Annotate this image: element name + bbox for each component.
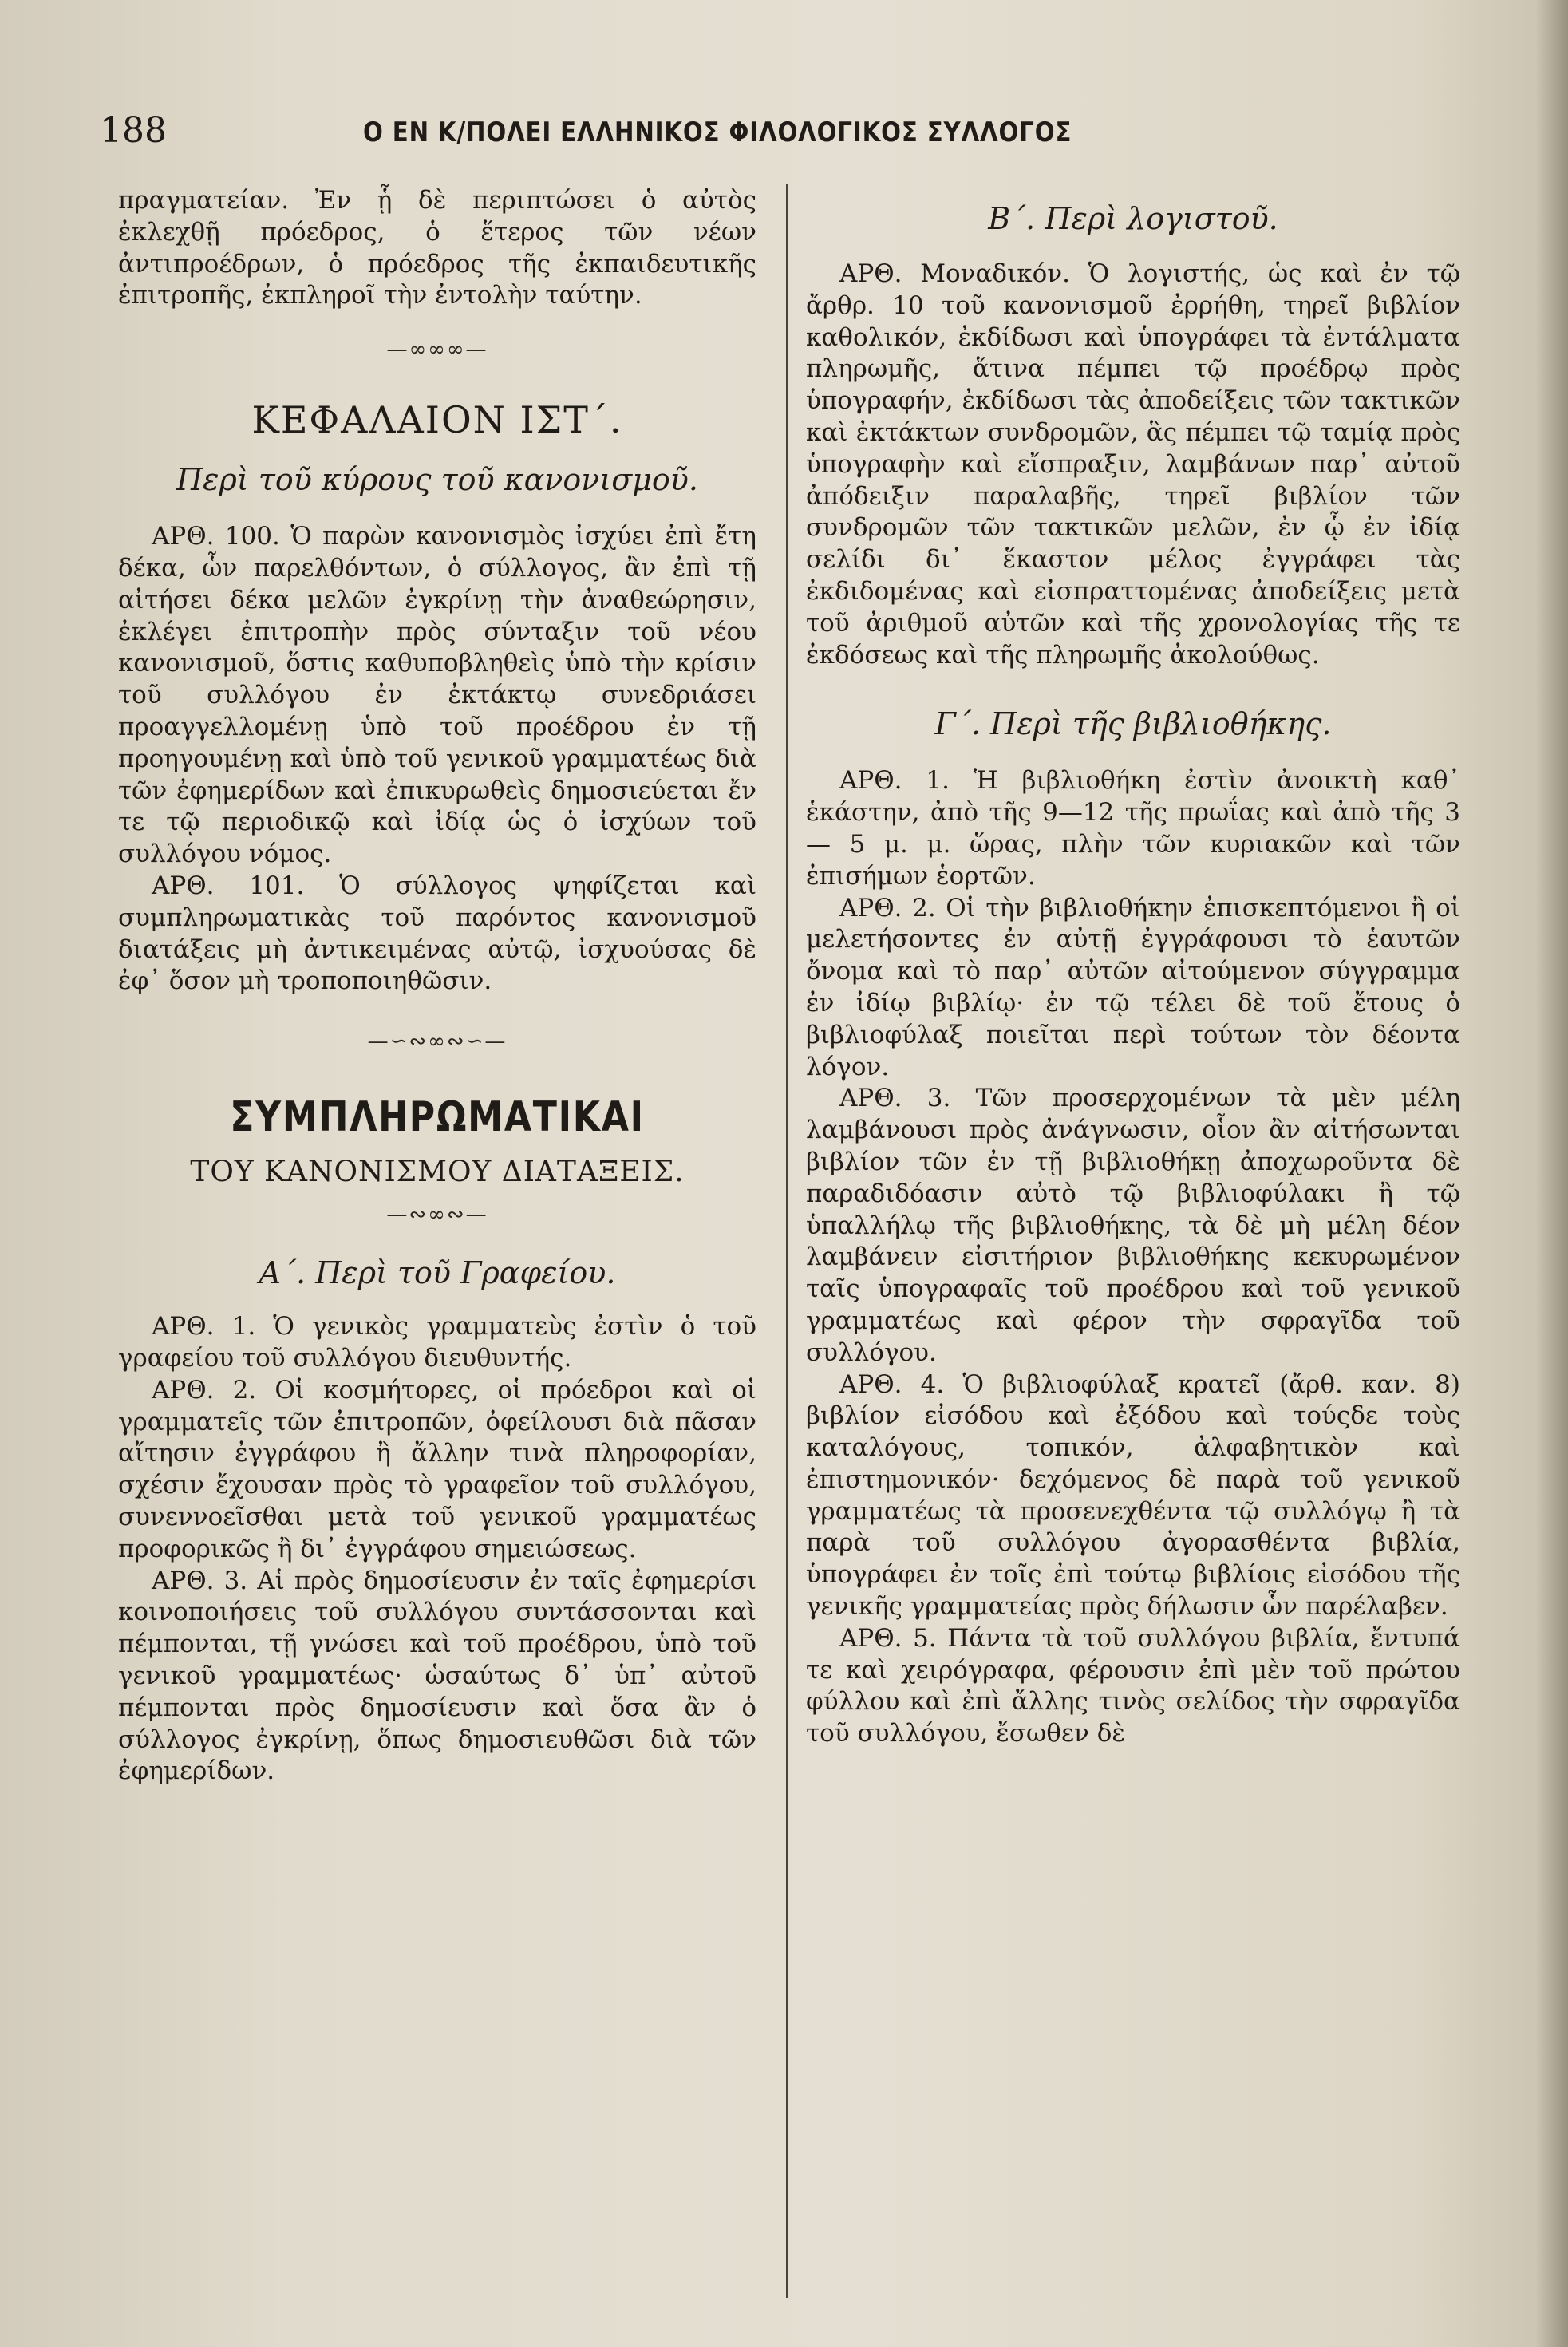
running-title: Ο ΕΝ Κ/ΠΟΛΕΙ ΕΛΛΗΝΙΚΟΣ ΦΙΛΟΛΟΓΙΚΟΣ ΣΥΛΛΟΓΟΣ (363, 117, 1072, 148)
supplement-title: ΣΥΜΠΛΗΡΩΜΑΤΙΚΑΙ (230, 1093, 645, 1142)
section-a-article-3: ΑΡΘ. 3. Αἱ πρὸς δημοσίευσιν ἐν ταῖς ἐφημερίσι κοινοποιήσεις τοῦ συλλόγου συντάσσονται καὶ πέμπονται, τῇ γνώσει καὶ τοῦ προέδρου, ὑπὸ τοῦ γενικοῦ γραμματέως· ὡσαύτως δ᾽ ὑπ᾽ αὐτοῦ πέμπονται πρὸς δημοσίευσιν καὶ ὅσα ἂν ὁ σύλλογος ἐγκρίνῃ, ὅπως δημοσιευθῶσι διὰ τῶν ἐφημερίδων. (118, 1566, 756, 1786)
supplement-subtitle: ΤΟΥ ΚΑΝΟΝΙΣΜΟΥ ΔΙΑΤΑΞΕΙΣ. (190, 1156, 685, 1189)
section-c-article-4: ΑΡΘ. 4. Ὁ βιβλιοφύλαξ κρατεῖ (ἄρθ. καν. 8) βιβλίον εἰσόδου καὶ ἐξόδου καὶ τούςδε τοὺς καταλόγους, τοπικόν, ἀλφαβητικὸν καὶ ἐπιστημονικόν· δεχόμενος δὲ παρὰ τοῦ γενικοῦ γραμματέως τὰ προσενεχθέντα τῷ συλλόγῳ ἢ τὰ παρὰ τοῦ συλλόγου ἀγορασθέντα βιβλία, ὑπογράφει ἐν τοῖς ἐπὶ τούτῳ βιβλίοις εἰσόδου τῆς γενικῆς γραμματείας πρὸς δήλωσιν ὧν παρέλαβεν. (806, 1369, 1460, 1622)
section-c-article-5: ΑΡΘ. 5. Πάντα τὰ τοῦ συλλόγου βιβλία, ἔντυπά τε καὶ χειρόγραφα, φέρουσιν ἐπὶ μὲν τοῦ πρώτου φύλλου καὶ ἐπὶ ἄλλης τινὸς σελίδος τὴν σφραγῖδα τοῦ συλλόγου, ἔσωθεν δὲ (806, 1623, 1460, 1748)
opening-paragraph: πραγματείαν. Ἐν ᾗ δὲ περιπτώσει ὁ αὐτὸς ἐκλεχθῇ πρόεδρος, ὁ ἕτερος τῶν νέων ἀντιπροέδρων, ὁ πρόεδρος τῆς ἐκπαιδευτικῆς ἐπιτροπῆς, ἐκπληροῖ τὴν ἐντολὴν ταύτην. (118, 186, 756, 310)
section-a-article-1: ΑΡΘ. 1. Ὁ γενικὸς γραμματεὺς ἐστὶν ὁ τοῦ γραφείου τοῦ συλλόγου διευθυντής. (118, 1312, 756, 1373)
chapter-title: ΚΕΦΑΛΑΙΟΝ ΙΣΤ΄. (251, 398, 623, 442)
right-column (806, 185, 1460, 1750)
ornament-divider: —∞∞∞— (386, 338, 488, 362)
section-c-article-1: ΑΡΘ. 1. Ἡ βιβλιοθήκη ἐστὶν ἀνοικτὴ καθ᾽ ἑκάστην, ἀπὸ τῆς 9—12 τῆς πρωΐας καὶ ἀπὸ τῆς 3 — 5 μ. μ. ὥρας, πλὴν τῶν κυριακῶν καὶ τῶν ἐπισήμων ἑορτῶν. (806, 766, 1460, 891)
section-c-title: Γ΄. Περὶ τῆς βιβλιοθήκης. (934, 706, 1332, 742)
article-101: ΑΡΘ. 101. Ὁ σύλλογος ψηφίζεται καὶ συμπληρωματικὰς τοῦ παρόντος κανονισμοῦ διατάξεις μὴ ἀντικειμένας αὐτῷ, ἰσχυούσας δὲ ἐφ᾽ ὅσον μὴ τροποποιηθῶσιν. (118, 871, 756, 996)
running-head (100, 110, 1504, 166)
page-number: 188 (100, 110, 167, 151)
section-c-article-3: ΑΡΘ. 3. Τῶν προσερχομένων τὰ μὲν μέλη λαμβάνουσι πρὸς ἀνάγνωσιν, οἷον ἂν αἰτήσωνται βιβλίον τῶν ἐν τῇ βιβλιοθήκῃ ἀποχωροῦντα δὲ παραδιδόασιν αὐτὸ τῷ βιβλιοφύλακι ἢ τῷ ὑπαλλήλῳ τῆς βιβλιοθήκης, τὰ δὲ μὴ μέλη δέον λαμβάνειν εἰσιτήριον βιβλιοθήκης κεκυρωμένον ταῖς ὑπογραφαῖς τοῦ προέδρου καὶ τοῦ γενικοῦ γραμματέως καὶ φέρον τὴν σφραγῖδα τοῦ συλλόγου. (806, 1084, 1460, 1367)
section-b-article: ΑΡΘ. Μοναδικόν. Ὁ λογιστής, ὡς καὶ ἐν τῷ ἄρθρ. 10 τοῦ κανονισμοῦ ἐρρήθη, τηρεῖ βιβλίον καθολικόν, ἐκδίδωσι καὶ ὑπογράφει τὰ ἐντάλματα πληρωμῆς, ἅτινα πέμπει τῷ προέδρῳ πρὸς ὑπογραφήν, ἐκδίδωσι τὰς ἀποδείξεις τῶν τακτικῶν καὶ ἐκτάκτων συνδρομῶν, ἃς πέμπει τῷ ταμίᾳ πρὸς ὑπογραφὴν καὶ εἴσπραξιν, λαμβάνων παρ᾽ αὐτοῦ ἀπόδειξιν παραλαβῆς, τηρεῖ βιβλίον τῶν συνδρομῶν τῶν τακτικῶν μελῶν, ἐν ᾧ ἐν ἰδίᾳ σελίδι δι᾽ ἕκαστον μέλος ἐγγράφει τὰς ἐκδιδομένας καὶ εἰσπραττομένας ἀποδείξεις μετὰ τοῦ ἀριθμοῦ αὐτῶν καὶ τῆς χρονολογίας τῆς τε ἐκδόσεως καὶ τῆς πληρωμῆς ἀκολούθως. (806, 259, 1460, 670)
page-edge-shadow (1536, 0, 1568, 2347)
section-a-article-2: ΑΡΘ. 2. Οἱ κοσμήτορες, οἱ πρόεδροι καὶ οἱ γραμματεῖς τῶν ἐπιτροπῶν, ὀφείλουσι διὰ πᾶσαν αἴτησιν ἐγγράφου ἢ ἄλλην τινὰ πληροφορίαν, σχέσιν ἔχουσαν πρὸς τὸ γραφεῖον τοῦ συλλόγου, συνεννοεῖσθαι μετὰ τοῦ γενικοῦ γραμματέως προφορικῶς ἢ δι᾽ ἐγγράφου σημειώσεως. (118, 1375, 756, 1563)
ornament-divider: —∾∞∾— (386, 1203, 488, 1227)
section-a-title: Α΄. Περὶ τοῦ Γραφείου. (259, 1255, 616, 1291)
chapter-subtitle: Περὶ τοῦ κύρους τοῦ κανονισμοῦ. (176, 462, 698, 498)
section-b-title: Β΄. Περὶ λογιστοῦ. (988, 201, 1278, 236)
left-column (118, 185, 756, 1788)
ornament-divider: —∽∾∞∾∽— (367, 1029, 508, 1054)
section-c-article-2: ΑΡΘ. 2. Οἱ τὴν βιβλιοθήκην ἐπισκεπτόμενοι ἢ οἱ μελετήσοντες ἐν αὐτῇ ἐγγράφουσι τὸ ἑαυτῶν ὄνομα καὶ τὸ παρ᾽ αὐτῶν αἰτούμενον σύγγραμμα ἐν ἰδίῳ βιβλίῳ· ἐν τῷ τέλει δὲ τοῦ ἔτους ὁ βιβλιοφύλαξ ποιεῖται περὶ τούτων τὸν δέοντα λόγον. (806, 893, 1460, 1081)
column-divider (786, 184, 788, 2298)
article-100: ΑΡΘ. 100. Ὁ παρὼν κανονισμὸς ἰσχύει ἐπὶ ἔτη δέκα, ὧν παρελθόντων, ὁ σύλλογος, ἂν ἐπὶ τῇ αἰτήσει δέκα μελῶν ἐγκρίνῃ τὴν ἀναθεώρησιν, ἐκλέγει ἐπιτροπὴν πρὸς σύνταξιν τοῦ νέου κανονισμοῦ, ὅστις καθυποβληθεὶς ὑπὸ τὴν κρίσιν τοῦ συλλόγου ἐν ἐκτάκτῳ συνεδριάσει προαγγελλομένῃ ὑπὸ τοῦ προέδρου ἐν τῇ προηγουμένῃ καὶ ὑπὸ τοῦ γενικοῦ γραμματέως διὰ τῶν ἐφημερίδων καὶ ἐπικυρωθεὶς δημοσιεύεται ἔν τε τῷ περιοδικῷ καὶ ἰδίᾳ ὡς ὁ ἰσχύων τοῦ συλλόγου νόμος. (118, 522, 756, 869)
